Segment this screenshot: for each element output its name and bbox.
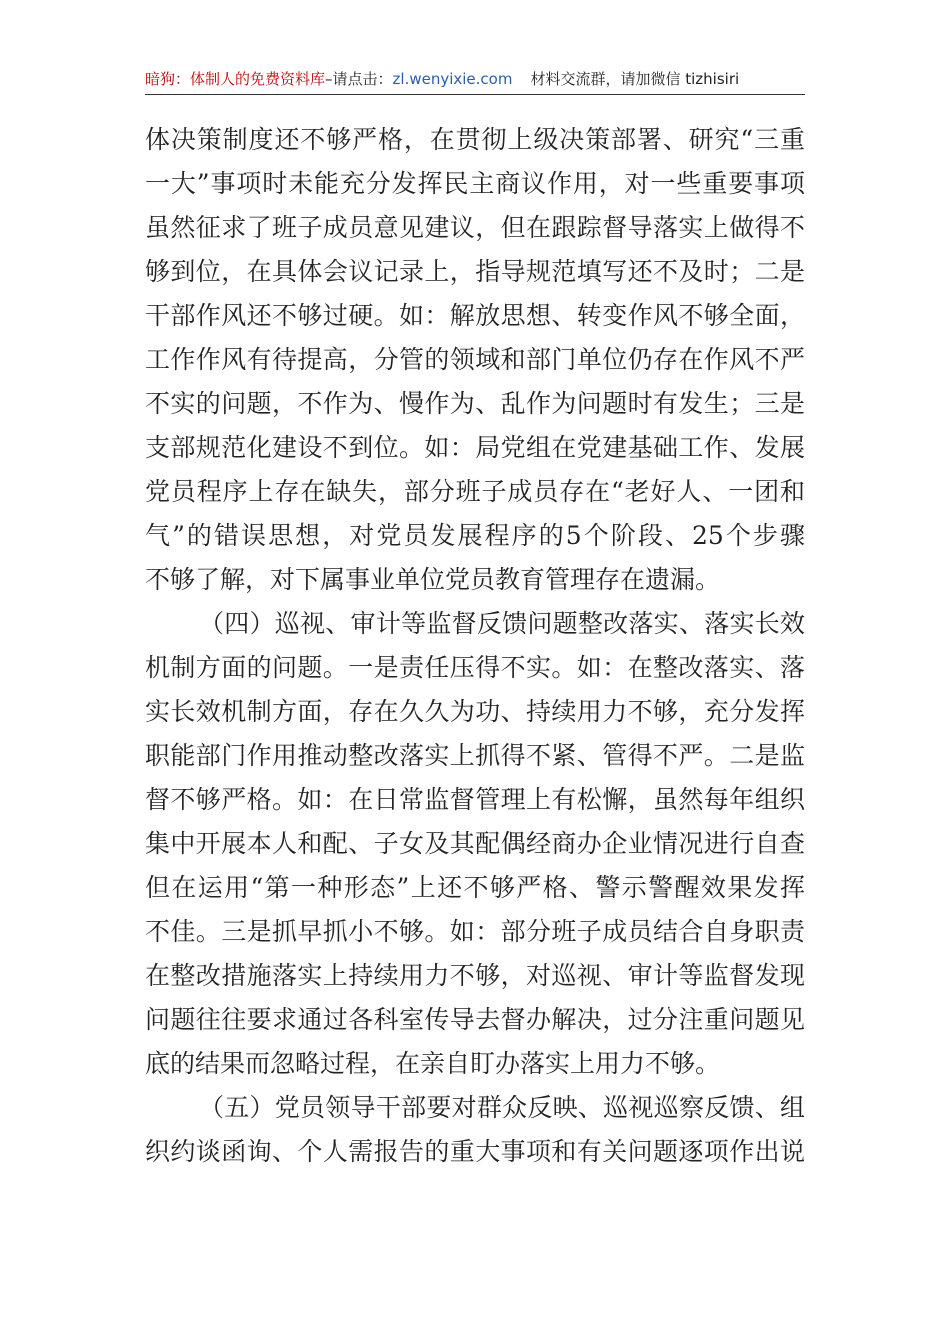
text-line: 在整改措施落实上持续用力不够，对巡视、审计等监督发现 <box>145 961 805 990</box>
text-line: 气”的错误思想，对党员发展程序的5个阶段、25个步骤 <box>145 521 805 550</box>
text-line: 虽然征求了班子成员意见建议，但在跟踪督导落实上做得不 <box>145 213 805 242</box>
header-contact: 材料交流群，请加微信 tizhisiri <box>530 70 740 88</box>
text-line: 够到位，在具体会议记录上，指导规范填写还不及时；二是 <box>145 257 805 286</box>
text-line: 不够了解，对下属事业单位党员教育管理存在遗漏。 <box>145 565 721 594</box>
text-line: 问题往往要求通过各科室传导去督办解决，过分注重问题见 <box>145 1005 805 1034</box>
document-body <box>145 118 805 1174</box>
header-link-prefix: –请点击： <box>325 70 393 88</box>
text-line: 干部作风还不够过硬。如：解放思想、转变作风不够全面， <box>145 301 805 330</box>
text-line: 支部规范化建设不到位。如：局党组在党建基础工作、发展 <box>145 433 805 462</box>
text-line: 集中开展本人和配、子女及其配偶经商办企业情况进行自查 <box>145 829 805 858</box>
text-line: 党员程序上存在缺失，部分班子成员存在“老好人、一团和 <box>145 477 805 506</box>
text-line: 工作作风有待提高，分管的领域和部门单位仍存在作风不严 <box>145 345 805 374</box>
text-line: 不佳。三是抓早抓小不够。如：部分班子成员结合自身职责 <box>145 917 805 946</box>
text-line: 体决策制度还不够严格，在贯彻上级决策部署、研究“三重 <box>145 125 805 154</box>
text-line: 底的结果而忽略过程，在亲自盯办落实上用力不够。 <box>145 1049 721 1078</box>
text-line: 织约谈函询、个人需报告的重大事项和有关问题逐项作出说 <box>145 1137 805 1166</box>
page-header <box>145 68 805 95</box>
text-line: 机制方面的问题。一是责任压得不实。如：在整改落实、落 <box>145 653 805 682</box>
section-heading-line: （四）巡视、审计等监督反馈问题整改落实、落实长效 <box>199 609 805 638</box>
text-line: 不实的问题，不作为、慢作为、乱作为问题时有发生；三是 <box>145 389 805 418</box>
text-line: 一大”事项时未能充分发挥民主商议作用，对一些重要事项 <box>145 169 805 198</box>
text-line: 但在运用“第一种形态”上还不够严格、警示警醒效果发挥 <box>145 873 805 902</box>
section-heading-line: （五）党员领导干部要对群众反映、巡视巡察反馈、组 <box>199 1093 805 1122</box>
text-line: 督不够严格。如：在日常监督管理上有松懈，虽然每年组织 <box>145 785 805 814</box>
text-line: 职能部门作用推动整改落实上抓得不紧、管得不严。二是监 <box>145 741 805 770</box>
header-brand: 暗狗：体制人的免费资料库 <box>145 70 326 88</box>
header-link[interactable]: zl.wenyixie.com <box>392 70 513 88</box>
text-line: 实长效机制方面，存在久久为功、持续用力不够，充分发挥 <box>145 697 805 726</box>
